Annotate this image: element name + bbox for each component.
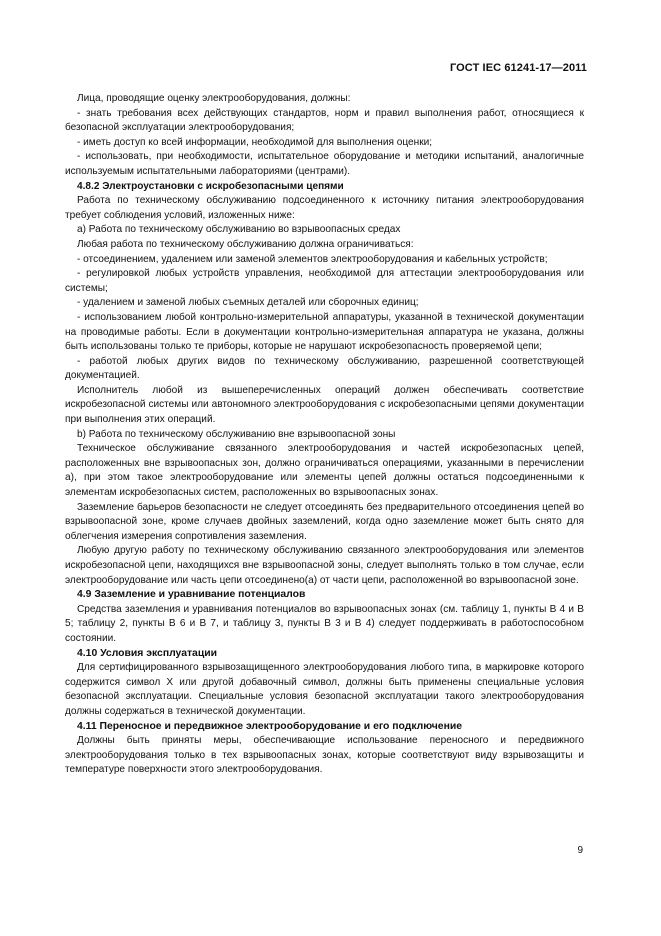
list-item: - иметь доступ ко всей информации, необходимой для выполнения оценки; <box>77 136 433 148</box>
list-item: - отсоединением, удалением или заменой элементов электрооборудования и кабельных устройств; <box>77 253 548 265</box>
section-title-4-11: 4.11 Переносное и передвижное электрооборудование и его подключение <box>77 720 463 732</box>
section-title-4-10: 4.10 Условия эксплуатации <box>77 647 218 659</box>
paragraph: Должны быть приняты меры, обеспечивающие использование переносного и передвижного электрооборудования только в тех взрывоопасных зонах, которые соответствуют виду взрывозащиты и температуре поверхности этого электрооборудования. <box>65 735 584 776</box>
section-title-4-8-2: 4.8.2 Электроустановки с искробезопасными цепями <box>77 180 344 192</box>
paragraph: Работа по техническому обслуживанию подсоединенного к источнику питания электрооборудования требует соблюдения условий, изложенных ниже: <box>65 195 584 221</box>
standard-header: ГОСТ IEC 61241-17—2011 <box>449 62 587 74</box>
list-item: - знать требования всех действующих стандартов, норм и правил выполнения работ, относящиеся к безопасной эксплуатации электрооборудования; <box>65 107 584 134</box>
paragraph: Средства заземления и уравнивания потенциалов во взрывоопасных зонах (см. таблицу 1, пункты В 4 и В 5; таблицу 2, пункты В 6 и В 7, и таблицу 3, пункты В 3 и В 4) следует поддерживать в работоспособном состоянии. <box>65 603 584 644</box>
paragraph: Техническое обслуживание связанного электрооборудования и частей искробезопасных цепей, расположенных вне взрывоопасных зон, должно ограничиваться операциями, указанными в перечислении а), при этом такое электрооборудование или элементы цепей должны остаться подсоединенными к элементам искробезопасных систем, расположенных во взрывоопасных зонах. <box>65 443 584 499</box>
document-body <box>65 92 584 778</box>
paragraph: a) Работа по техническому обслуживанию во взрывоопасных средах <box>77 224 401 236</box>
paragraph: Заземление барьеров безопасности не следует отсоединять без предварительного отсоединения цепей во взрывоопасной зоне, кроме случаев двойных заземлений, когда одно заземление может быть снято для облегчения измерения сопротивления заземления. <box>65 501 584 542</box>
list-item: - использовать, при необходимости, испытательное оборудование и методики испытаний, аналогичные используемым испытательными лабораториями (центрами). <box>65 151 584 177</box>
list-item: - регулировкой любых устройств управления, необходимой для аттестации электрооборудования или системы; <box>65 268 584 294</box>
paragraph: Исполнитель любой из вышеперечисленных операций должен обеспечивать соответствие искробезопасной системы или автономного электрооборудования с искробезопасными цепями документации при выполнения этих операций. <box>65 384 584 426</box>
page-number: 9 <box>577 845 583 856</box>
paragraph: b) Работа по техническому обслуживанию вне взрывоопасной зоны <box>77 428 396 440</box>
paragraph: Любая работа по техническому обслуживанию должна ограничиваться: <box>77 238 414 250</box>
paragraph: Для сертифицированного взрывозащищенного электрооборудования любого типа, в маркировке которого содержится символ X или другой добавочный символ, должны быть применены специальные условия безопасной эксплуатации. Специальные условия безопасной эксплуатации такого электрооборудования должны содержаться в технической документации. <box>65 662 584 717</box>
list-item: - удалением и заменой любых съемных деталей или сборочных единиц; <box>77 297 419 309</box>
paragraph: Любую другую работу по техническому обслуживанию связанного электрооборудования или элементов искробезопасной цепи, находящихся вне взрывоопасной зоны, следует выполнять только в том случае, если электрооборудование или часть цепи отсоединено(а) от части цепи, расположенной во взрывоопасной зоне. <box>65 545 584 586</box>
list-item: - использованием любой контрольно-измерительной аппаратуры, указанной в технической документации на проводимые работы. Если в документации контрольно-измерительная аппаратура не указана, должны быть использованы только те приборы, которые не нарушают искробезопасность проверяемой цепи; <box>65 311 584 353</box>
list-item: - работой любых других видов по техническому обслуживанию, разрешенной соответствующей документацией. <box>65 355 584 382</box>
section-title-4-9: 4.9 Заземление и уравнивание потенциалов <box>77 589 306 601</box>
paragraph: Лица, проводящие оценку электрооборудования, должны: <box>77 93 351 104</box>
